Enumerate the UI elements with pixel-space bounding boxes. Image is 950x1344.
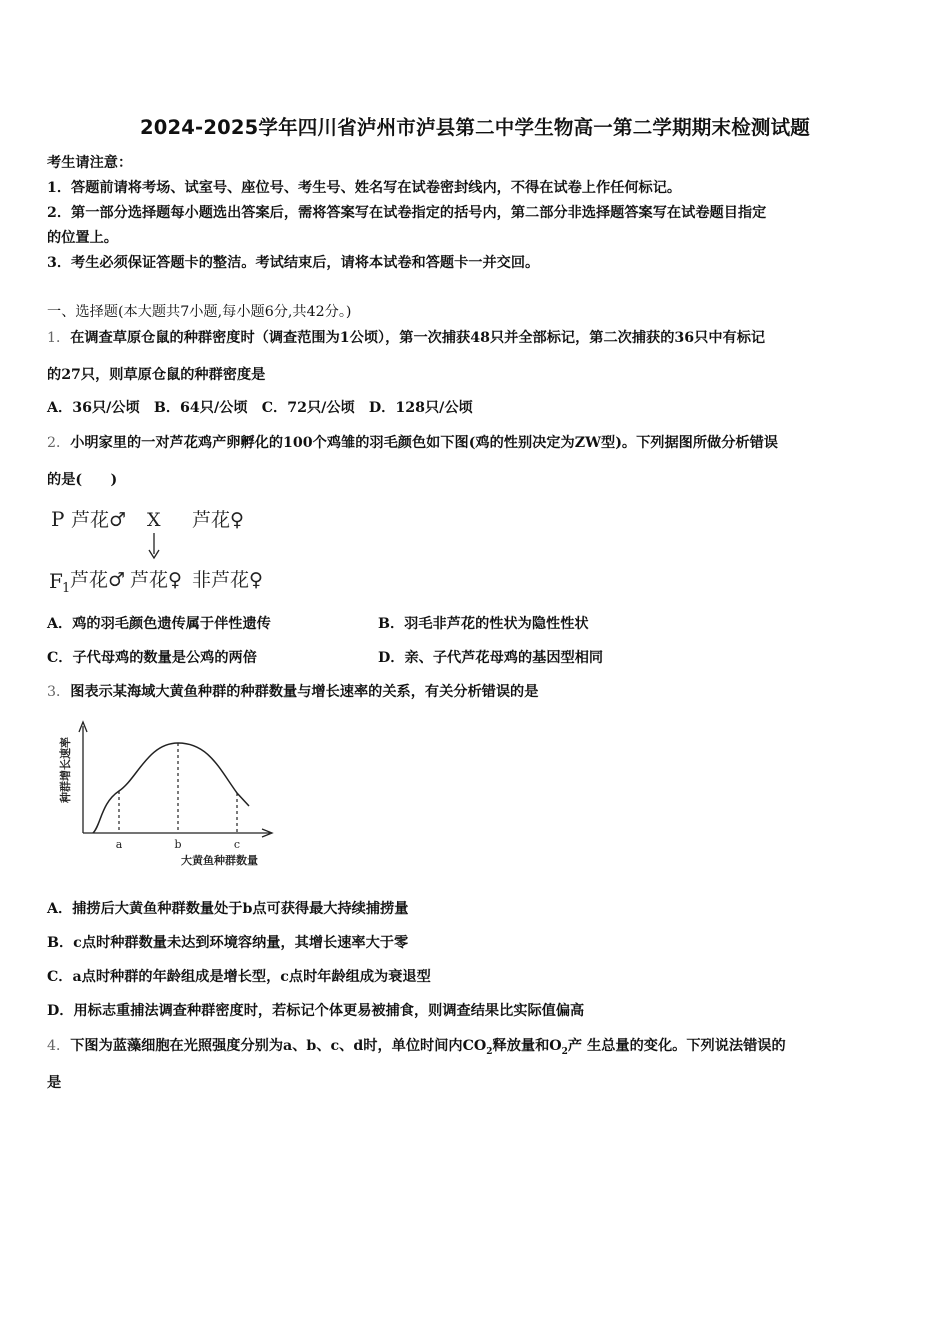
f1-offspring-b: 芦花♀ [130,569,182,591]
x-tick-label-c: c [233,838,241,851]
page-title: 2024-2025学年四川省泸州市泸县第二中学生物高一第二学期期末检测试题 [139,116,811,139]
y-axis [79,722,87,833]
f1-offspring-c: 非芦花♀ [192,569,263,591]
question-3 [47,681,538,701]
question-stem-cont: 的27只，则草原仓鼠的种群密度是 [47,367,266,383]
co2-subscript: 2 [486,1046,493,1057]
o2-subscript: 2 [561,1046,568,1057]
notice-heading: 考生请注意： [47,155,133,171]
question-2 [47,432,778,452]
question-stem-cont: 的是( ) [47,472,118,488]
question-number: 3． [47,684,71,700]
cross-symbol: X [147,509,161,531]
question-stem: 小明家里的一对芦花鸡产卵孵化的100个鸡雏的羽毛颜色如下图(鸡的性别决定为ZW型)。下列据图所做分析错误 [70,435,778,451]
notice-item: 的位置上。 [47,230,118,246]
y-axis-label: 种群增长速率 [59,737,72,803]
p-female: 芦花♀ [192,509,244,531]
x-tick-label-b: b [174,838,182,851]
x-tick-label-a: a [115,838,123,851]
q2-option-a: A．鸡的羽毛颜色遗传属于伴性遗传 [47,616,271,632]
q3-option-b: B．c点时种群数量未达到环境容纳量，其增长速率大于零 [47,935,409,951]
growth-curve [93,743,249,833]
question-stem: 在调查草原仓鼠的种群密度时（调查范围为1公顷），第一次捕获48只并全部标记，第二次捕获的36只中有标记 [70,330,766,346]
question-number: 2． [47,435,71,451]
section-heading: 一、选择题(本大题共7小题,每小题6分,共42分。) [47,304,352,320]
q3-option-c: C．a点时种群的年龄组成是增长型，c点时年龄组成为衰退型 [47,969,431,985]
question-stem: 下图为蓝藻细胞在光照强度分别为a、b、c、d时，单位时间内CO [70,1038,487,1054]
q3-option-a: A．捕捞后大黄鱼种群数量处于b点可获得最大持续捕捞量 [47,901,409,917]
q3-option-d: D．用标志重捕法调查种群密度时，若标记个体更易被捕食，则调查结果比实际值偏高 [47,1003,585,1019]
question-number: 1． [47,330,71,346]
notice-item: 1．答题前请将考场、试室号、座位号、考生号、姓名写在试卷密封线内，不得在试卷上作任何标记。 [47,180,682,196]
x-axis [83,829,272,837]
f1-label: F [49,569,63,593]
p-label: P [51,507,65,531]
p-male: 芦花♂ [71,509,127,531]
question-stem: 图表示某海域大黄鱼种群的种群数量与增长速率的关系，有关分析错误的是 [70,684,539,700]
question-number: 4． [47,1038,71,1054]
cross-diagram [45,500,305,600]
q2-option-d: D．亲、子代芦花母鸡的基因型相同 [378,650,604,666]
f1-offspring-a: 芦花♂ [70,569,126,591]
question-1 [47,327,765,347]
question-stem-cont: 是 [47,1075,62,1091]
q2-option-c: C．子代母鸡的数量是公鸡的两倍 [47,650,257,666]
notice-item: 2．第一部分选择题每小题选出答案后，需将答案写在试卷指定的括号内，第二部分非选择题答案写在试卷题目指定 [47,205,767,221]
x-axis-label: 大黄鱼种群数量 [181,854,258,867]
question-4 [47,1035,786,1057]
question-stem-mid: 释放量和O [492,1038,562,1054]
question-stem-end: 产 生总量的变化。下列说法错误的 [567,1038,786,1054]
f1-sub: 1 [62,581,71,596]
q2-option-b: B．羽毛非芦花的性状为隐性性状 [378,616,589,632]
growth-rate-chart [55,718,295,868]
q1-options: A．36只/公顷 B．64只/公顷 C．72只/公顷 D．128只/公顷 [47,400,473,416]
notice-item: 3．考生必须保证答题卡的整洁。考试结束后，请将本试卷和答题卡一并交回。 [47,255,540,271]
